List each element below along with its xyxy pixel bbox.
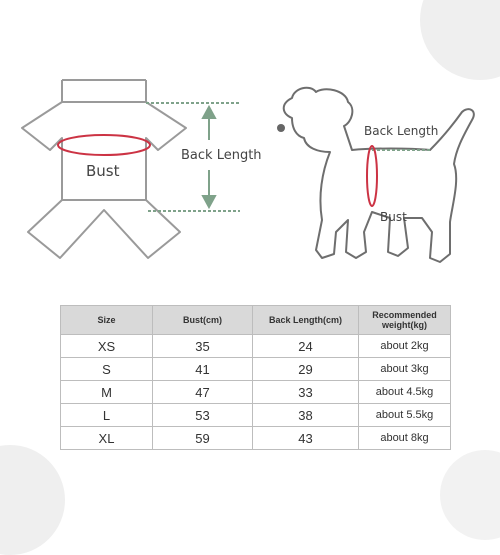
cell-weight: about 4.5kg	[359, 381, 451, 404]
cell-back-length: 38	[253, 404, 359, 427]
size-chart-table	[60, 305, 451, 450]
shirt-back-length-label: Back Length	[181, 148, 262, 163]
cell-weight: about 2kg	[359, 335, 451, 358]
cell-size: S	[61, 358, 153, 381]
dog-outline	[284, 88, 474, 262]
cell-bust: 41	[153, 358, 253, 381]
cell-weight: about 8kg	[359, 427, 451, 450]
cell-bust: 35	[153, 335, 253, 358]
decorative-circle-bottom-right	[440, 450, 500, 540]
cell-back-length: 43	[253, 427, 359, 450]
cell-size: L	[61, 404, 153, 427]
header-bust: Bust(cm)	[153, 306, 253, 335]
table-header-row	[61, 306, 451, 335]
cell-bust: 47	[153, 381, 253, 404]
table-row	[61, 358, 451, 381]
cell-size: XL	[61, 427, 153, 450]
cell-bust: 53	[153, 404, 253, 427]
table-row	[61, 427, 451, 450]
header-recommended-weight: Recommended weight(kg)	[359, 306, 451, 335]
cell-back-length: 24	[253, 335, 359, 358]
cell-size: M	[61, 381, 153, 404]
cell-size: XS	[61, 335, 153, 358]
dog-bust-marker	[367, 146, 377, 206]
cell-weight: about 5.5kg	[359, 404, 451, 427]
cell-back-length: 29	[253, 358, 359, 381]
shirt-bust-label: Bust	[86, 162, 120, 180]
table-row	[61, 404, 451, 427]
header-size: Size	[61, 306, 153, 335]
header-back-length: Back Length(cm)	[253, 306, 359, 335]
dog-bust-label: Bust	[380, 210, 407, 224]
cell-bust: 59	[153, 427, 253, 450]
table-row	[61, 381, 451, 404]
decorative-circle-bottom-left	[0, 445, 65, 555]
dog-nose	[277, 124, 285, 132]
cell-back-length: 33	[253, 381, 359, 404]
cell-weight: about 3kg	[359, 358, 451, 381]
table-row	[61, 335, 451, 358]
dog-back-length-label: Back Length	[364, 124, 439, 138]
